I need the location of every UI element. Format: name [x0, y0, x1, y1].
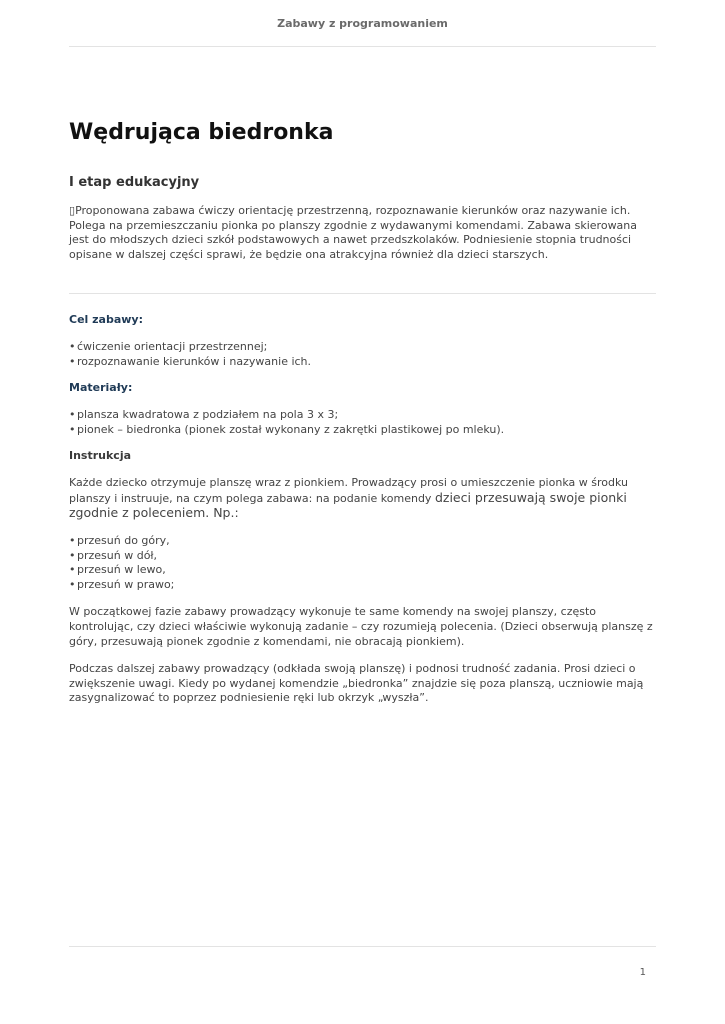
bullet-icon: •	[69, 340, 76, 353]
list-item: • pionek – biedronka (pionek został wykonany z zakrętki plastikowej po mleku).	[69, 422, 505, 436]
commands-list	[69, 534, 657, 592]
bullet-icon: •	[69, 534, 76, 547]
bullet-icon: •	[69, 548, 76, 562]
instrukcja-section	[69, 449, 657, 522]
instrukcja-paragraph: Każde dziecko otrzymuje planszę wraz z pionkiem. Prowadzący prosi o umieszczenie pionka w środku planszy i instruuje, na czym polega zabawa: na podanie komendy dzieci przesuwają swoje pionki zgodnie z poleceniem. Np.:	[69, 476, 628, 521]
bullet-icon: •	[69, 408, 76, 421]
instrukcja-paragraph-3: Podczas dalszej zabawy prowadzący (odkłada swoją planszę) i podnosi trudność zadania. Prosi dzieci o zwiększenie uwagi. Kiedy po wydanej komendzie „biedronka” znajdzie się poza planszą, uczniowie mają zasygnalizować to poprzez podniesienie ręki lub okrzyk „wyszła”.	[69, 662, 644, 705]
materialy-list	[69, 408, 657, 437]
intro-block	[69, 204, 657, 262]
instrukcja-heading: Instrukcja	[69, 449, 132, 462]
instrukcja-paragraph-2: W początkowej fazie zabawy prowadzący wykonuje te same komendy na swojej planszy, często kontrolując, czy dzieci właściwie wykonują zadanie – czy rozumieją polecenia. (Dzieci obserwują planszę z góry, przesuwają pionek zgodnie z komendami, nie obracają pionkiem).	[69, 605, 653, 648]
intro-text: Proponowana zabawa ćwiczy orientację przestrzenną, rozpoznawanie kierunków oraz nazywanie ich. Polega na przemieszczaniu pionka po planszy zgodnie z wydawanymi komendami. Zabawa skierowana jest do młodszych dzieci szkół podstawowych a nawet przedszkolaków. Podniesienie stopnia trudności opisane w dalszej części sprawi, że będzie ona atrakcyjna również dla dzieci starszych.	[69, 204, 638, 261]
bullet-icon: •	[69, 563, 76, 577]
section-divider	[69, 293, 656, 294]
list-item: • rozpoznawanie kierunków i nazywanie ich.	[69, 354, 312, 368]
bullet-icon: •	[69, 354, 76, 368]
list-item: • przesuń do góry,	[69, 534, 170, 547]
list-item: • przesuń w lewo,	[69, 563, 166, 577]
materialy-section	[69, 381, 657, 437]
list-item: • ćwiczenie orientacji przestrzennej;	[69, 340, 268, 353]
document-subtitle: I etap edukacyjny	[69, 175, 200, 190]
instrukcja-continued	[69, 534, 657, 706]
list-item: • przesuń w prawo;	[69, 577, 175, 591]
cel-section	[69, 313, 657, 369]
document-title: Wędrująca biedronka	[69, 120, 334, 145]
instrukcja-paragraph-continued: dzieci przesuwają swoje pionki zgodnie z poleceniem. Np.:	[69, 489, 627, 521]
cel-list	[69, 340, 657, 369]
footer-divider	[69, 946, 656, 947]
intro-paragraph	[69, 204, 657, 262]
page-number: 1	[639, 967, 646, 978]
list-item: • plansza kwadratowa z podziałem na pola 3 x 3;	[69, 408, 339, 421]
running-header: Zabawy z programowaniem	[277, 17, 448, 30]
materialy-heading: Materiały:	[69, 381, 133, 394]
header-divider	[69, 46, 656, 47]
bullet-icon: •	[69, 577, 76, 591]
cel-heading: Cel zabawy:	[69, 313, 143, 326]
list-item: • przesuń w dół,	[69, 548, 158, 562]
bullet-icon: •	[69, 422, 76, 436]
missing-glyph-icon: ▯	[69, 204, 76, 217]
